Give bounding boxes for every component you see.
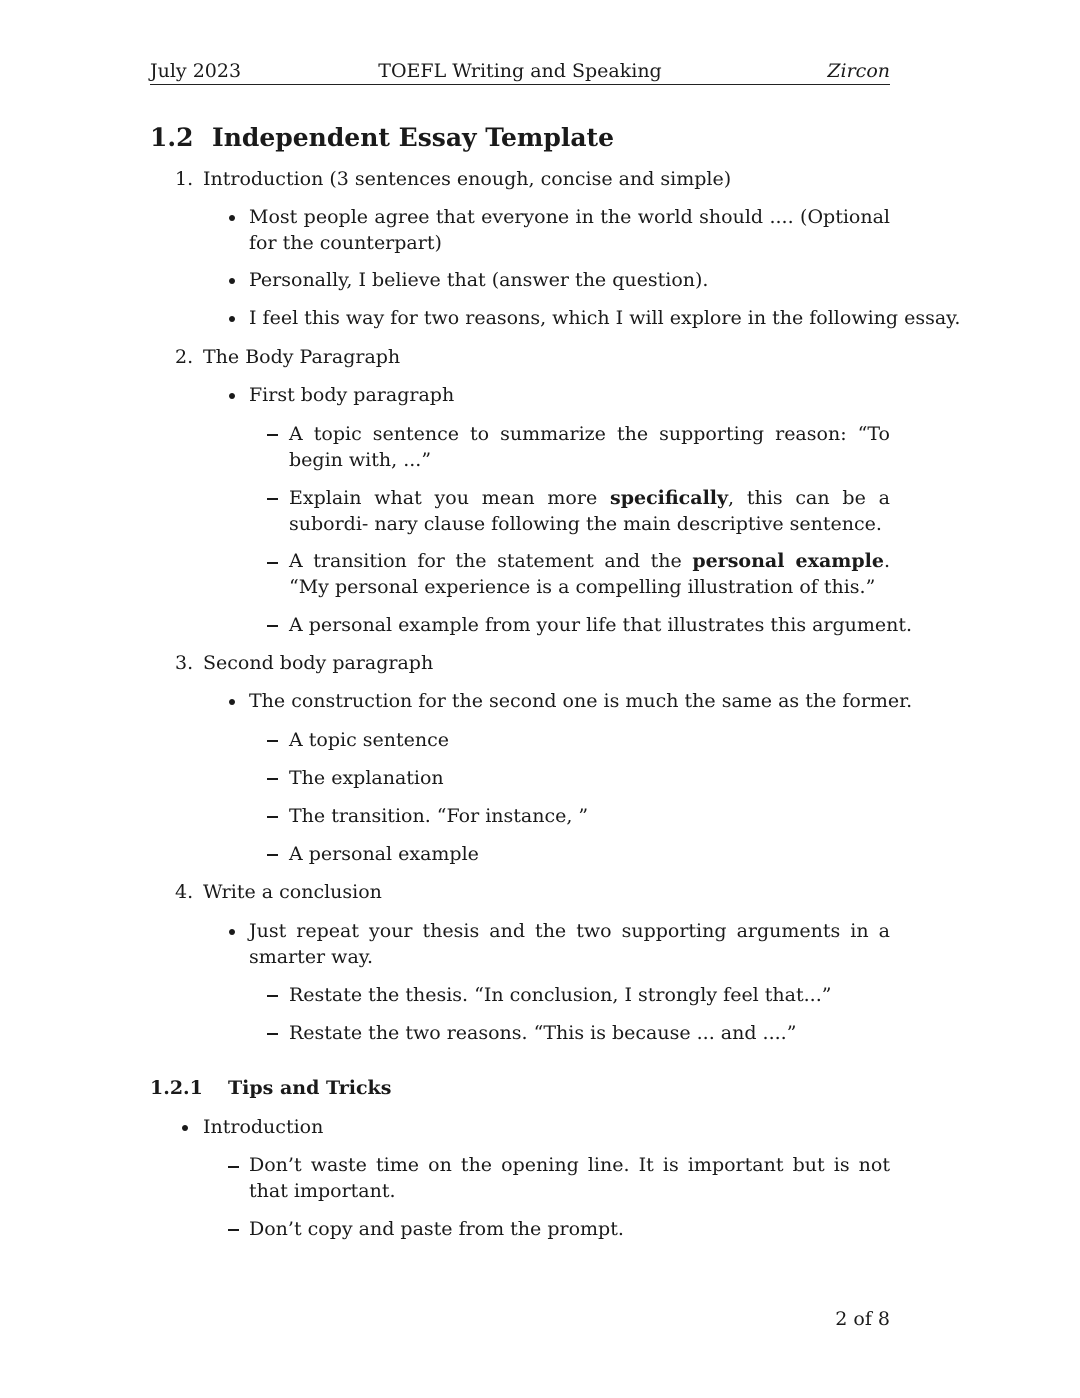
list-item: Just repeat your thesis and the two supporting arguments in a smarter way. xyxy=(249,920,890,968)
subsection-number: 1.2.1 xyxy=(150,1077,203,1099)
list-item: The transition. “For instance, ” xyxy=(289,805,589,827)
dash-icon xyxy=(267,740,278,742)
list-item: A personal example xyxy=(289,843,479,865)
section-title: Independent Essay Template xyxy=(212,123,614,152)
list-number: 2. xyxy=(175,346,194,368)
dash-icon xyxy=(267,995,278,997)
section-heading xyxy=(150,122,614,154)
list-item: Don’t waste time on the opening line. It is important but is not that important. xyxy=(249,1154,890,1202)
list-item: A topic sentence xyxy=(289,729,449,751)
list-item: Write a conclusion xyxy=(203,881,382,903)
list-item: Second body paragraph xyxy=(203,652,434,674)
bullet-icon xyxy=(229,393,235,399)
dash-icon xyxy=(267,434,278,436)
dash-icon xyxy=(267,625,278,627)
dash-icon xyxy=(267,778,278,780)
page-number: 2 of 8 xyxy=(835,1308,890,1330)
bold-term: specifically xyxy=(610,487,729,509)
dash-icon xyxy=(228,1229,239,1231)
list-item: A personal example from your life that illustrates this argument. xyxy=(289,614,913,636)
list-number: 4. xyxy=(175,881,194,903)
list-number: 3. xyxy=(175,652,194,674)
header-title: TOEFL Writing and Speaking xyxy=(378,60,662,82)
subsection-heading xyxy=(150,1075,391,1101)
list-item: A topic sentence to summarize the supporting reason: “To begin with, ...” xyxy=(289,423,890,471)
list-item: The explanation xyxy=(289,767,444,789)
subsection-title: Tips and Tricks xyxy=(228,1077,392,1099)
header-date: July 2023 xyxy=(150,60,242,82)
section-number: 1.2 xyxy=(150,123,194,152)
bullet-icon xyxy=(229,699,235,705)
list-item: Restate the two reasons. “This is because ... and ....” xyxy=(289,1022,797,1044)
list-item: Introduction xyxy=(203,1116,324,1138)
page-header xyxy=(150,58,890,85)
list-item: The construction for the second one is much the same as the former. xyxy=(249,690,913,712)
bullet-icon xyxy=(229,215,235,221)
list-item: Personally, I believe that (answer the question). xyxy=(249,269,709,291)
list-number: 1. xyxy=(175,168,194,190)
header-author: Zircon xyxy=(827,60,890,82)
list-item: Introduction (3 sentences enough, concise and simple) xyxy=(203,168,732,190)
list-item: The Body Paragraph xyxy=(203,346,401,368)
dash-icon xyxy=(267,498,278,500)
list-item: I feel this way for two reasons, which I will explore in the following essay. xyxy=(249,307,961,329)
dash-icon xyxy=(267,816,278,818)
bullet-icon xyxy=(229,929,235,935)
list-item: Explain what you mean more specifically, this can be a subordi- nary clause following the main descriptive sentence. xyxy=(289,487,890,535)
bullet-icon xyxy=(229,316,235,322)
list-item: Most people agree that everyone in the world should .... (Optional for the counterpart) xyxy=(249,206,890,254)
list-item: Don’t copy and paste from the prompt. xyxy=(249,1218,624,1240)
bullet-icon xyxy=(229,278,235,284)
dash-icon xyxy=(267,562,278,564)
list-item: First body paragraph xyxy=(249,384,455,406)
dash-icon xyxy=(267,854,278,856)
dash-icon xyxy=(267,1033,278,1035)
bold-term: personal example xyxy=(692,550,884,572)
list-item: Restate the thesis. “In conclusion, I strongly feel that...” xyxy=(289,984,832,1006)
dash-icon xyxy=(228,1166,239,1168)
bullet-icon xyxy=(182,1125,188,1131)
list-item: A transition for the statement and the personal example. “My personal experience is a compelling illustration of this.” xyxy=(289,550,891,598)
